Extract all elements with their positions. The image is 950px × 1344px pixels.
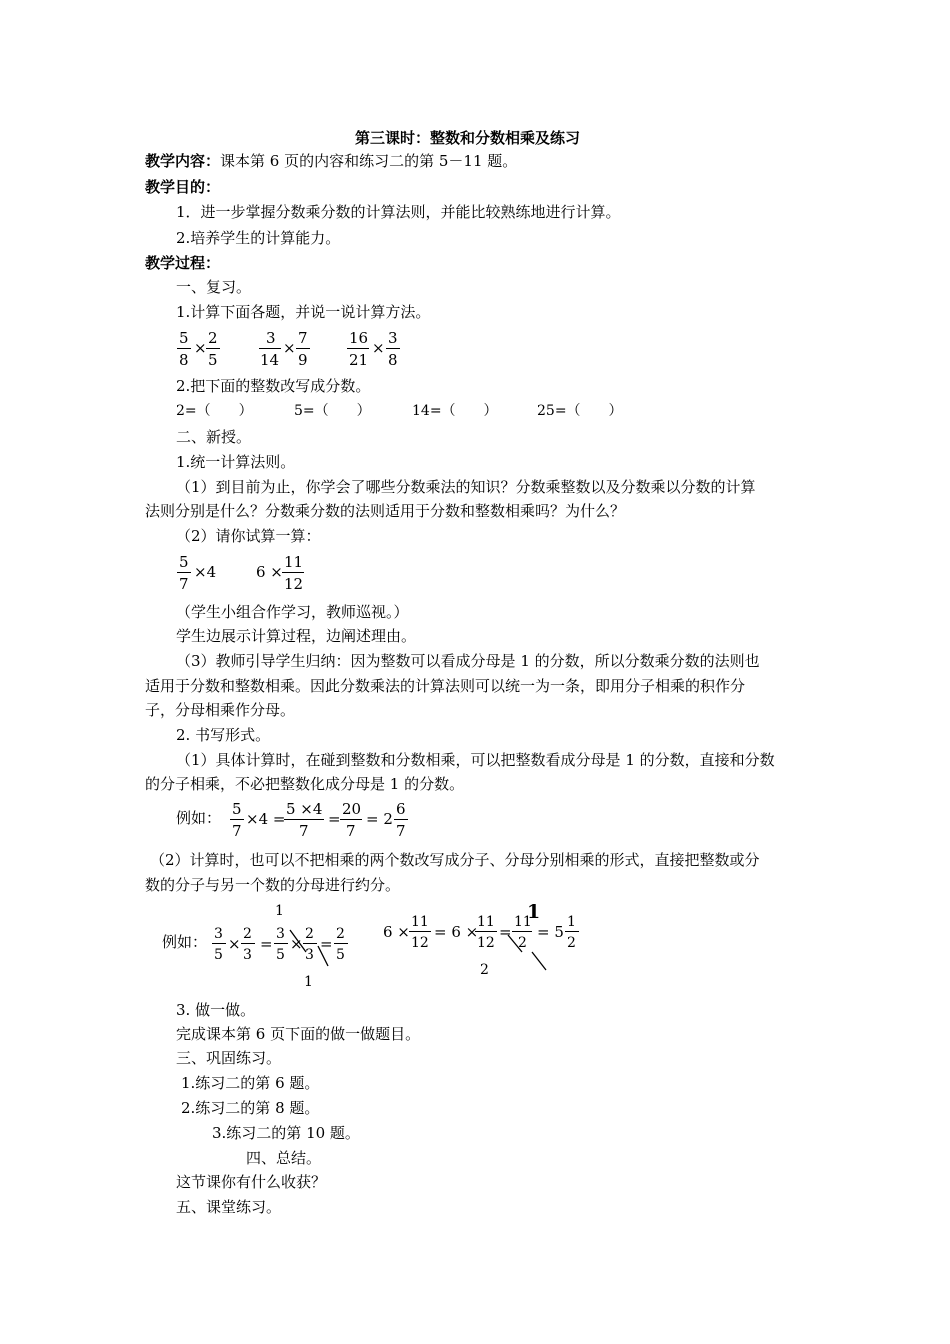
frac-bar bbox=[512, 931, 532, 932]
frac-num: 5 bbox=[179, 553, 189, 571]
goal-1: 1．进一步掌握分数乘分数的计算法则，并能比较熟练地进行计算。 bbox=[176, 203, 621, 221]
frac-den: 5 bbox=[336, 947, 345, 963]
section-summary: 四、总结。 bbox=[246, 1149, 322, 1167]
paragraph-2: （2）请你试算一算： bbox=[176, 527, 321, 545]
frac-num: 16 bbox=[349, 329, 369, 347]
times-sign: × bbox=[194, 339, 207, 357]
section-classwork: 五、课堂练习。 bbox=[176, 1198, 282, 1216]
frac-tail: = 2 bbox=[366, 810, 393, 828]
section-practice: 三、巩固练习。 bbox=[176, 1049, 282, 1067]
frac-tail: ×4 bbox=[194, 563, 217, 581]
frac-num: 11 bbox=[411, 914, 429, 930]
blank-2: 2=（ ） bbox=[176, 403, 253, 419]
frac-den: 12 bbox=[284, 575, 304, 593]
frac-num: 5 bbox=[232, 800, 242, 818]
frac-den: 2 bbox=[518, 935, 527, 951]
equals-sign: = bbox=[320, 935, 333, 953]
frac-num: 2 bbox=[208, 329, 218, 347]
note-1: （学生小组合作学习，教师巡视。） bbox=[176, 603, 409, 621]
page-title: 第三课时：整数和分数相乘及练习 bbox=[355, 129, 581, 147]
equals-sign: = bbox=[328, 810, 341, 828]
times-sign: × bbox=[283, 339, 296, 357]
frac-tail: = 6 × bbox=[434, 923, 479, 941]
frac-den: 3 bbox=[243, 947, 252, 963]
paragraph-1a: （1）到目前为止，你学会了哪些分数乘法的知识？分数乘整数以及分数乘以分数的计算 bbox=[176, 478, 756, 496]
frac-den: 8 bbox=[179, 351, 189, 369]
frac-den: 9 bbox=[298, 351, 308, 369]
frac-den: 7 bbox=[179, 575, 189, 593]
frac-den: 5 bbox=[276, 947, 285, 963]
frac-num: 3 bbox=[276, 926, 285, 942]
frac-den: 5 bbox=[214, 947, 223, 963]
frac-den: 7 bbox=[232, 822, 242, 840]
times-sign: × bbox=[290, 935, 303, 953]
frac-num: 3 bbox=[388, 329, 398, 347]
blank-14: 14=（ ） bbox=[412, 403, 498, 419]
frac-num: 6 bbox=[396, 800, 406, 818]
frac-num: 7 bbox=[298, 329, 308, 347]
frac-den: 5 bbox=[208, 351, 218, 369]
frac-bar bbox=[303, 943, 317, 944]
frac-num: 11 bbox=[284, 553, 304, 571]
do-text: 完成课本第 6 页下面的做一做题目。 bbox=[176, 1025, 421, 1043]
process-label: 教学过程： bbox=[145, 254, 221, 272]
practice-item-2: 2.练习二的第 8 题。 bbox=[181, 1099, 320, 1117]
blank-5: 5=（ ） bbox=[294, 403, 371, 419]
paragraph-4b: 的分子相乘，不必把整数化成分母是 1 的分数。 bbox=[145, 775, 465, 793]
equals-sign: = bbox=[499, 923, 512, 941]
new-item-2: 2. 书写形式。 bbox=[176, 726, 271, 744]
cancel-result-top: 1 bbox=[527, 901, 541, 923]
frac-den: 12 bbox=[477, 935, 495, 951]
paragraph-3b: 适用于分数和整数相乘。因此分数乘法的计算法则可以统一为一条，即用分子相乘的积作分 bbox=[145, 677, 746, 695]
paragraph-5a: （2）计算时，也可以不把相乘的两个数改写成分子、分母分别相乘的形式，直接把整数或分 bbox=[150, 851, 760, 869]
paragraph-1b: 法则分别是什么？分数乘分数的法则适用于分数和整数相乘吗？为什么？ bbox=[145, 502, 626, 520]
times-sign: × bbox=[228, 935, 241, 953]
frac-head: 6 × bbox=[256, 563, 283, 581]
equals-sign: = bbox=[260, 935, 273, 953]
frac-den: 3 bbox=[305, 947, 314, 963]
content-label: 教学内容： bbox=[145, 152, 221, 170]
frac-num: 2 bbox=[336, 926, 345, 942]
times-sign: × bbox=[372, 339, 385, 357]
frac-num: 11 bbox=[514, 914, 532, 930]
paragraph-5b: 数的分子与另一个数的分母进行约分。 bbox=[145, 876, 401, 894]
new-item-3: 3. 做一做。 bbox=[176, 1001, 256, 1019]
frac-den: 7 bbox=[396, 822, 406, 840]
frac-den: 2 bbox=[567, 935, 576, 951]
frac-den: 8 bbox=[388, 351, 398, 369]
frac-den: 7 bbox=[299, 822, 309, 840]
frac-tail: ×4 = bbox=[246, 810, 286, 828]
frac-num: 1 bbox=[567, 914, 576, 930]
summary-question: 这节课你有什么收获？ bbox=[176, 1173, 327, 1191]
frac-den: 14 bbox=[260, 351, 280, 369]
frac-den: 21 bbox=[349, 351, 369, 369]
frac-num: 20 bbox=[342, 800, 362, 818]
cancel-result-bottom: 2 bbox=[480, 962, 489, 978]
new-item-1: 1.统一计算法则。 bbox=[176, 453, 296, 471]
example-label: 例如： bbox=[162, 933, 208, 951]
paragraph-3c: 子，分母相乘作分母。 bbox=[145, 701, 296, 719]
cancel-stroke bbox=[532, 952, 546, 970]
blank-25: 25=（ ） bbox=[537, 403, 623, 419]
frac-num: 2 bbox=[305, 926, 314, 942]
frac-bar bbox=[409, 931, 431, 932]
goal-2: 2.培养学生的计算能力。 bbox=[176, 229, 341, 247]
section-new: 二、新授。 bbox=[176, 428, 252, 446]
frac-bar bbox=[565, 931, 579, 932]
frac-num: 2 bbox=[243, 926, 252, 942]
frac-tail: = 5 bbox=[537, 923, 564, 941]
frac-bar bbox=[212, 943, 226, 944]
note-2: 学生边展示计算过程，边阐述理由。 bbox=[176, 627, 417, 645]
practice-item-3: 3.练习二的第 10 题。 bbox=[212, 1124, 360, 1142]
practice-item-1: 1.练习二的第 6 题。 bbox=[181, 1074, 320, 1092]
frac-num: 5 bbox=[179, 329, 189, 347]
frac-bar bbox=[334, 943, 348, 944]
example-label: 例如： bbox=[176, 809, 222, 827]
frac-num: 3 bbox=[266, 329, 276, 347]
frac-den: 7 bbox=[346, 822, 356, 840]
cancel-result-bottom: 1 bbox=[304, 974, 313, 990]
cancel-result-top: 1 bbox=[275, 903, 284, 919]
content-text: 课本第 6 页的内容和练习二的第 5－11 题。 bbox=[220, 152, 518, 170]
frac-bar bbox=[274, 943, 288, 944]
frac-head: 6 × bbox=[383, 923, 410, 941]
paragraph-4a: （1）具体计算时，在碰到整数和分数相乘，可以把整数看成分母是 1 的分数，直接和分数 bbox=[176, 751, 775, 769]
frac-num: 5 ×4 bbox=[286, 800, 323, 818]
review-item-2: 2.把下面的整数改写成分数。 bbox=[176, 377, 371, 395]
frac-num: 3 bbox=[214, 926, 223, 942]
frac-den: 12 bbox=[411, 935, 429, 951]
frac-num: 11 bbox=[477, 914, 495, 930]
frac-bar bbox=[241, 943, 255, 944]
goal-label: 教学目的： bbox=[145, 178, 221, 196]
review-item-1: 1.计算下面各题，并说一说计算方法。 bbox=[176, 303, 431, 321]
frac-bar bbox=[475, 931, 497, 932]
section-review: 一、复习。 bbox=[176, 278, 252, 296]
paragraph-3a: （3）教师引导学生归纳：因为整数可以看成分母是 1 的分数，所以分数乘分数的法则也 bbox=[176, 652, 760, 670]
